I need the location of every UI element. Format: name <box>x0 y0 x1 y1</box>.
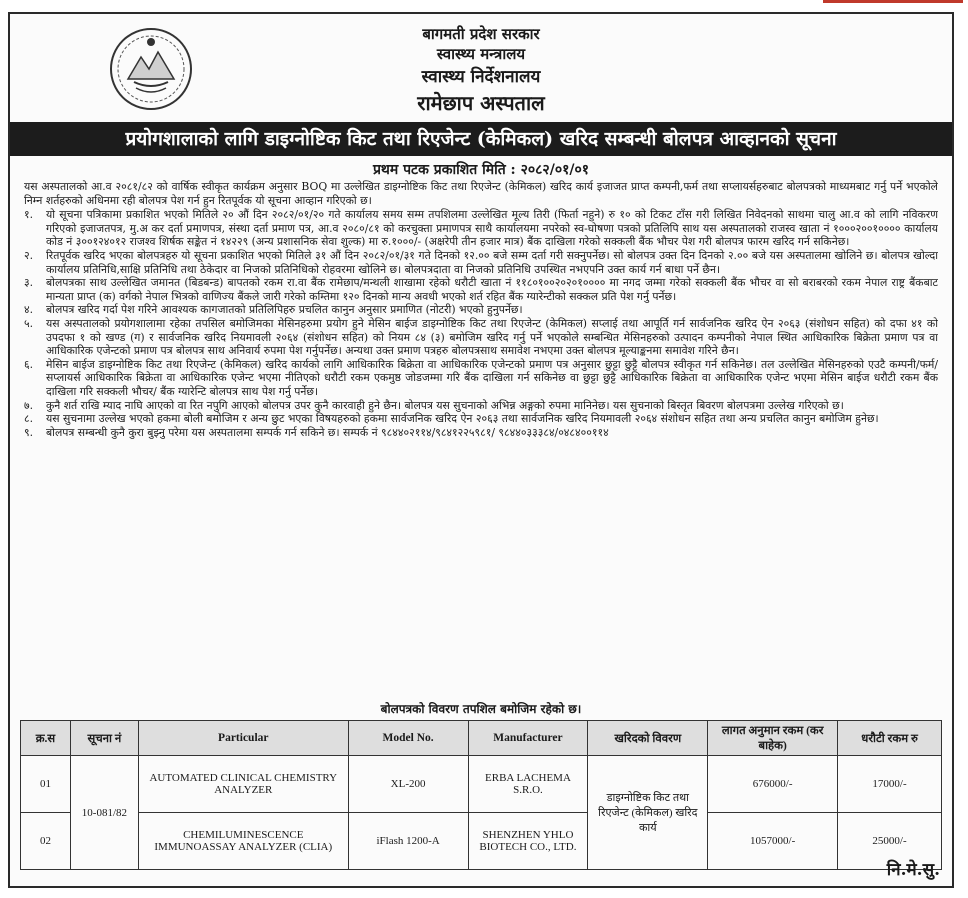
table-header-row <box>21 721 942 756</box>
bid-items-table <box>20 720 942 870</box>
clause-item <box>24 303 938 317</box>
publication-date: प्रथम पटक प्रकाशित मिति : २०८२/०१/०१ <box>372 162 590 178</box>
clause-item <box>24 426 938 440</box>
clause-item <box>24 317 938 358</box>
publisher-code: नि.मे.सु. <box>886 860 940 880</box>
col-header-particular: Particular <box>138 721 348 756</box>
clause-text: बोलपत्र सम्बन्धी कुनै कुरा बुझ्नु परेमा यस अस्पतालमा सम्पर्क गर्न सकिने छ। सम्पर्क नं ९८४४०२११४/९८४१२२५९८१/ ९८४४०३३३८४/०४८४००११४ <box>46 425 609 439</box>
clause-number: २. <box>24 248 34 262</box>
cell-deposit: 17000/- <box>838 756 942 813</box>
clause-number: ७. <box>24 398 34 412</box>
cell-model: iFlash 1200-A <box>348 813 468 870</box>
cell-manufacturer: SHENZHEN YHLO BIOTECH CO., LTD. <box>468 813 588 870</box>
red-corner-mark <box>823 0 963 3</box>
ministry-name: स्वास्थ्य मन्त्रालय <box>436 45 526 63</box>
col-header-estimate: लागत अनुमान रकम (कर बाहेक) <box>708 721 838 756</box>
clause-number: ४. <box>24 303 34 317</box>
clause-text: मेसिन बाईज डाइग्नोष्टिक किट तथा रिएजेन्ट (केमिकल) खरिद कार्यको लागि आधिकारिक बिक्रेता वा आधिकारिक एजेन्टको प्रमाण पत्र अनुसार छुट्टा छुट्टै बोलपत्र स्वीकृत गर्न सकिनेछ। तल उल्लेखित मेसिनहरुको एउटै कम्पनी/फर्म/सप्लायर्स आधिकारिक बिक्रेता वा आधिकारिक एजेन्ट भएमा नीतिएको धरौटी रकम एकमुष्ठ जोडजम्मा गरि बैंक दाखिला गर्न सकिनेछ वा छुट्टा छुट्टै आधिकारिक बिक्रेता वा आधिकारिक एजेन्ट भएमा मेसिन बाईज धरौटी रकम बैंक दाखिला गरि सक्कली भौचर/ बैंक ग्यारेन्टि बोलपत्र साथ पेश गर्नु पर्नेछ। <box>46 357 938 398</box>
notice-frame <box>8 12 954 888</box>
notice-header <box>10 14 952 122</box>
clause-text: यो सूचना पत्रिकामा प्रकाशित भएको मितिले २० औं दिन २०८२/०१/२० गते कार्यालय समय सम्म तपशिलमा उल्लेखित मूल्य तिरी (फिर्ता नहुने) रु १० को टिकट टाँस गरी लिखित निवेदनको साथमा चालु आ.व को लागि नविकरण गरिएको इजाजतपत्र, मु.अ कर दर्ता प्रमाणपत्र, संस्था दर्ता प्रमाण पत्र, आ.व २०८०/८१ को करचुक्ता प्रमाणपत्र साथै कार्यालयमा नपरेको स्व-घोषणा पत्रको प्रतिलिपि साथ यस अस्पतालको राजस्व खाता नं १०००२००१०००० कार्यालय कोड नं ३००१२४०१२ राजश्व शिर्षक सङ्केत नं १४२२९ (अन्य प्रशासनिक सेवा शुल्क) मा रु.१०००/- (अक्षरेपी तीन हजार मात्र) बैंक दाखिला गरेको सक्कली बैंक भौचर पेश गरी बोलपत्र फारम खरिद गर्न सकिनेछ। <box>46 208 938 249</box>
clause-text: रितपूर्वक खरिद भएका बोलपत्रहरु यो सूचना प्रकाशित भएको मितिले ३१ औं दिन २०८२/०१/३१ गते दिनको १२.०० बजे सम्म दर्ता गरी सक्नुपर्नेछ। सो बोलपत्र उक्त दिन दिनको २.०० बजे यस अस्पतालमा खोलिने छ। बोलपत्र खोल्दा कार्यालय प्रतिनिधि,साक्षि प्रतिनिधि तथा ठेकेदार वा निजको प्रतिनिधिको रोहवरमा खोलिने छ। बोलपत्रदाता वा निजको प्रतिनिधि उपस्थित नभएपनि उक्त कार्य गर्न बाधा पर्ने छैन। <box>46 248 938 276</box>
intro-paragraph: यस अस्पतालको आ.व २०८१/८२ को वार्षिक स्वीकृत कार्यक्रम अनुसार BOQ मा उल्लेखित डाइग्नोष्टिक किट तथा रिएजेन्ट (केमिकल) खरिद कार्य इजाजत प्राप्त कम्पनी,फर्म तथा सप्लायर्सहरुबाट बोलपत्रको माध्यमबाट गर्नु पर्ने भएकोले निम्न शर्तहरुको अधिनमा रही बोलपत्र पेश गर्न हुन रितपूर्वक यो सूचना आव्हान गरिएको छ। <box>24 180 938 207</box>
cell-estimate: 676000/- <box>708 756 838 813</box>
clause-number: ३. <box>24 276 34 290</box>
clause-text: यस अस्पतालको प्रयोगशालामा रहेका तपसिल बमोजिमका मेसिनहरुमा प्रयोग हुने मेसिन बाईज डाइग्नोष्टिक किट तथा रिएजेन्ट (केमिकल) सप्लाई तथा आपूर्ति गर्न सार्वजनिक खरिद ऐन २०६३ (संशोधन सहित) को दफा ४१ को उपदफा १ को खण्ड (ग) र सार्वजनिक खरिद नियमावली २०६४ (संशोधन सहित) को नियम ८४ (३) बमोजिम खरिद गर्नु पर्ने भएकोले सम्बन्धित मेसिनहरुको उत्पादन कम्पनीको नेपाल स्थित आधिकारिक बिक्रेता प्रमाण पत्र वा आधिकारिक एजेन्टको प्रमाण पत्र बोलपत्र साथ अनिवार्य रुपमा पेश गर्नुपर्नेछ। अन्यथा उक्त प्रमाण पत्रहरु बोलपत्रसाथ समावेश नभएमा उक्त बोलपत्र मूल्याङ्कनमा समावेश गरिने छैन। <box>46 316 938 358</box>
table-row <box>21 813 942 870</box>
notice-body <box>24 180 938 698</box>
cell-deposit: 25000/- <box>838 813 942 870</box>
col-header-model: Model No. <box>348 721 468 756</box>
cell-particular: CHEMILUMINESCENCE IMMUNOASSAY ANALYZER (CLIA) <box>138 813 348 870</box>
clause-number: ८. <box>24 412 34 426</box>
cell-manufacturer: ERBA LACHEMA S.R.O. <box>468 756 588 813</box>
table-row <box>21 756 942 813</box>
clause-text: बोलपत्र खरिद गर्दा पेश गरिने आवश्यक कागजातको प्रतिलिपिहरु प्रचलित कानुन अनुसार प्रमाणित (नोटरी) भएको हुनुपर्नेछ। <box>46 303 523 317</box>
clause-number: ५. <box>24 316 34 330</box>
clause-item <box>24 358 938 399</box>
notice-title-banner: प्रयोगशालाको लागि डाइग्नोष्टिक किट तथा रिएजेन्ट (केमिकल) खरिद सम्बन्धी बोलपत्र आव्हानको सूचना <box>10 122 952 156</box>
province-government: बागमती प्रदेश सरकार <box>422 25 540 43</box>
col-header-manufacturer: Manufacturer <box>468 721 588 756</box>
table-title: बोलपत्रको विवरण तपशिल बमोजिम रहेको छ। <box>380 702 582 716</box>
col-header-deposit: धरौटी रकम रु <box>838 721 942 756</box>
hospital-name: रामेछाप अस्पताल <box>417 91 545 115</box>
cell-sn: 01 <box>21 756 71 813</box>
col-header-sn: क्र.स <box>21 721 71 756</box>
clause-item <box>24 276 938 303</box>
cell-estimate: 1057000/- <box>708 813 838 870</box>
directorate-name: स्वास्थ्य निर्देशनालय <box>421 67 541 87</box>
cell-purchase-desc: डाइग्नोष्टिक किट तथा रिएजेन्ट (केमिकल) खरिद कार्य <box>588 756 708 870</box>
clause-number: १. <box>24 208 34 222</box>
clause-text: बोलपत्रका साथ उल्लेखित जमानत (बिडबन्ड) बापतको रकम रा.वा बैंक रामेछाप/मन्थली शाखामा रहेको धरौटी खाता नं ११८०१००२०२०१०००० मा नगद जम्मा गरेको सक्कली बैंक भौचर वा सो बराबरको रकम नेपाल राष्ट्र बैंकबाट मान्यता प्राप्त (क) वर्गको नेपाल भित्रको वाणिज्य बैंकले जारी गरेको कम्तिमा १२० दिनको मान्य अवधी भएको शर्त रहित बैंक ग्यारेन्टीको सक्कल प्रति पेश गर्नु पर्नेछ। <box>46 276 938 303</box>
cell-model: XL-200 <box>348 756 468 813</box>
clause-item <box>24 412 938 426</box>
clause-number: ९. <box>24 425 34 439</box>
clause-item <box>24 208 938 249</box>
cell-sn: 02 <box>21 813 71 870</box>
cell-notice-no: 10-081/82 <box>70 756 138 870</box>
clause-number: ६. <box>24 357 34 371</box>
col-header-purchase-desc: खरिदको विवरण <box>588 721 708 756</box>
clause-text: यस सुचनामा उल्लेख भएको हकमा बोली बमोजिम र अन्य छुट भएका विषयहरुको हकमा सार्वजनिक खरिद ऐन २०६३ तथा सार्वजनिक खरिद नियमावली २०६४ संशोधन सहित तथा अन्य प्रचलित कानुन बमोजिम हुनेछ। <box>46 412 879 426</box>
cell-particular: AUTOMATED CLINICAL CHEMISTRY ANALYZER <box>138 756 348 813</box>
clause-text: कुनै शर्त राखि म्याद नाघि आएको वा रित नपुगि आएको बोलपत्र उपर कुनै कारवाही हुने छैन। बोलपत्र यस सुचनाको अभिन्न अङ्गको रुपमा मानिनेछ। यस सुचनाको बिस्तृत बिवरण बोलपत्रमा उल्लेख गरिएको छ। <box>46 398 844 412</box>
clause-item <box>24 249 938 276</box>
col-header-notice-no: सूचना नं <box>70 721 138 756</box>
clause-item <box>24 399 938 413</box>
